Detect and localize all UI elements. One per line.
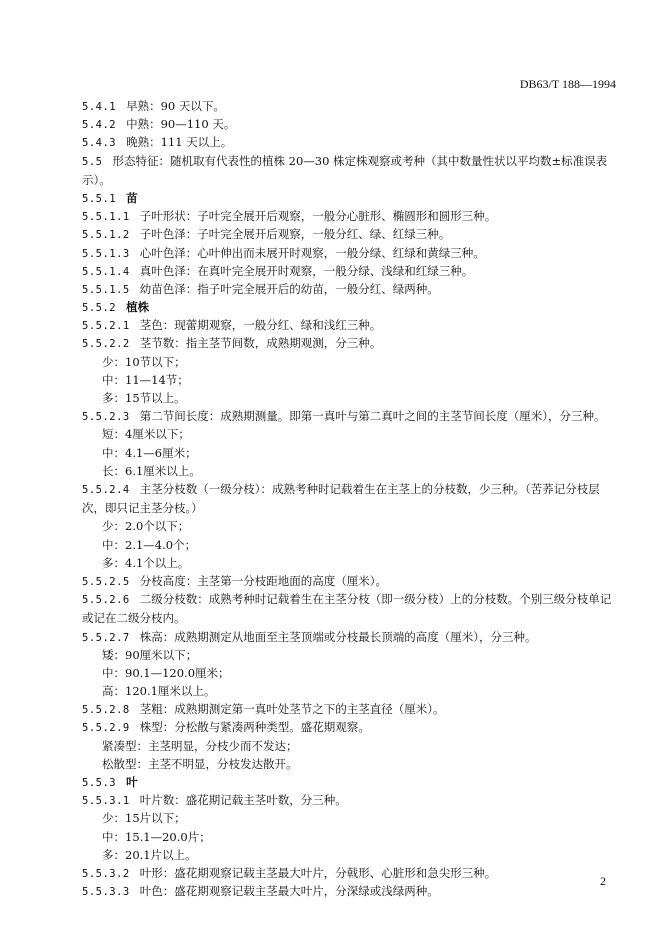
clause-text: 形态特征：随机取有代表性的植株 20—30 株定株观察或考种（其中数量性状以平均数±标准误表示）。 xyxy=(82,153,608,187)
list-item xyxy=(82,646,612,664)
clause-text: 少：10节以下； xyxy=(102,354,186,369)
clause-number: 5.5.1.3 xyxy=(82,247,130,260)
clause-text: 中：90.1—120.0厘米； xyxy=(102,665,230,680)
list-item xyxy=(82,353,612,371)
list-item xyxy=(82,809,612,827)
clause-number: 5.5.2.5 xyxy=(82,575,130,588)
list-item xyxy=(82,536,612,554)
clause-text: 叶色：盛花期观察记载主茎最大叶片，分深绿或浅绿两种。 xyxy=(139,884,439,899)
clause-text: 子叶色泽：子叶完全展开后观察，一般分红、绿、红绿三种。 xyxy=(139,227,451,242)
clause-text: 晚熟：111 天以上。 xyxy=(126,135,233,150)
clause-text: 中熟：90—110 天。 xyxy=(126,117,236,132)
clause-text: 长：6.1厘米以上。 xyxy=(102,463,201,478)
list-item xyxy=(82,371,612,389)
clause-number: 5.5.2.8 xyxy=(82,704,130,717)
clause-text: 叶形：盛花期观察记载主茎最大叶片，分戟形、心脏形和急尖形三种。 xyxy=(139,865,497,880)
clause-number: 5.5.2.1 xyxy=(82,320,130,333)
clause-text: 茎粗：成熟期测定第一真叶处茎节之下的主茎直径（厘米）。 xyxy=(139,702,445,717)
clause-text: 二级分枝数：成熟考种时记载着生在主茎分枝（即一级分枝）上的分枝数。个别三级分枝单记或记在二级分枝内。 xyxy=(82,592,612,626)
clause-line xyxy=(82,791,612,809)
clause-number: 5.5.2.7 xyxy=(82,631,130,644)
clause-text: 第二节间长度：成熟期测量。即第一真叶与第二真叶之间的主茎节间长度（厘米），分三种。 xyxy=(139,409,606,424)
clause-number: 5.5.3 xyxy=(82,777,117,790)
clause-line xyxy=(82,97,612,115)
clause-text: 多：20.1片以上。 xyxy=(102,847,197,862)
clause-number: 5.5.2.6 xyxy=(82,594,130,607)
clause-text: 中：2.1—4.0个； xyxy=(102,537,197,552)
clause-number: 5.5.2 xyxy=(82,302,117,315)
list-item xyxy=(82,517,612,535)
list-item xyxy=(82,554,612,572)
clause-text: 紧凑型：主茎明显，分枝少而不发达； xyxy=(102,738,298,753)
clause-line xyxy=(82,316,612,334)
clause-line xyxy=(82,262,612,280)
clause-number: 5.5 xyxy=(82,155,103,168)
clause-number: 5.5.2.9 xyxy=(82,722,130,735)
clause-line xyxy=(82,572,612,590)
section-heading: 植株 xyxy=(126,300,150,315)
clause-number: 5.5.3.1 xyxy=(82,795,130,808)
section-heading: 叶 xyxy=(126,775,138,790)
list-item xyxy=(82,682,612,700)
clause-number: 5.5.3.2 xyxy=(82,867,130,880)
clause-text: 分枝高度：主茎第一分枝距地面的高度（厘米）。 xyxy=(139,573,388,588)
clause-number: 5.4.1 xyxy=(82,101,117,113)
clause-text: 子叶形状：子叶完全展开后观察，一般分心脏形、椭圆形和圆形三种。 xyxy=(139,209,497,224)
clause-text: 早熟：90 天以下。 xyxy=(126,99,225,113)
clause-line xyxy=(82,115,612,133)
clause-text: 幼苗色泽：指子叶完全展开后的幼苗，一般分红、绿两种。 xyxy=(139,281,439,296)
clause-text: 茎节数：指主茎节间数，成熟期观测，分三种。 xyxy=(139,336,382,351)
clause-line xyxy=(82,298,612,316)
clause-line xyxy=(82,152,612,189)
clause-number: 5.4.2 xyxy=(82,119,117,132)
clause-text: 少：2.0个以下； xyxy=(102,519,190,534)
clause-line xyxy=(82,225,612,243)
clause-number: 5.5.2.3 xyxy=(82,411,130,424)
clause-line xyxy=(82,280,612,298)
clause-text: 多：4.1个以上。 xyxy=(102,555,190,570)
clause-line xyxy=(82,407,612,425)
clause-text: 多：15节以上。 xyxy=(102,391,186,406)
document-body xyxy=(82,97,612,900)
clause-number: 5.5.1.5 xyxy=(82,283,130,296)
clause-number: 5.5.1.4 xyxy=(82,265,130,278)
list-item xyxy=(82,755,612,773)
clause-text: 短：4厘米以下； xyxy=(102,427,190,442)
clause-text: 矮：90厘米以下； xyxy=(102,647,198,662)
clause-number: 5.5.2.4 xyxy=(82,483,130,496)
clause-line xyxy=(82,700,612,718)
clause-line xyxy=(82,882,612,900)
list-item xyxy=(82,425,612,443)
clause-line xyxy=(82,590,612,627)
clause-line xyxy=(82,207,612,225)
clause-line xyxy=(82,773,612,791)
list-item xyxy=(82,737,612,755)
section-heading: 苗 xyxy=(126,190,138,205)
document-header: DB63/T 188—1994 xyxy=(519,77,616,91)
clause-line xyxy=(82,334,612,352)
clause-number: 5.5.1.2 xyxy=(82,229,130,242)
clause-text: 茎色：现蕾期观察，一般分红、绿和浅红三种。 xyxy=(139,318,382,333)
clause-text: 主茎分枝数（一级分枝）：成熟考种时记载着生在主茎上的分枝数，少三种。（苦荞记分枝层次，即只记主茎分枝。） xyxy=(82,481,600,516)
list-item xyxy=(82,462,612,480)
list-item xyxy=(82,389,612,407)
page-number: 2 xyxy=(600,874,606,888)
clause-text: 中：11—14节； xyxy=(102,372,189,387)
clause-text: 中：4.1—6厘米； xyxy=(102,445,197,460)
list-item xyxy=(82,664,612,682)
clause-text: 中：15.1—20.0片； xyxy=(102,829,211,844)
clause-text: 株高：成熟期测定从地面至主茎顶端或分枝最长顶端的高度（厘米），分三种。 xyxy=(139,629,537,644)
list-item xyxy=(82,444,612,462)
clause-number: 5.5.1 xyxy=(82,192,117,205)
clause-text: 叶片数：盛花期记载主茎叶数，分三种。 xyxy=(139,793,347,808)
clause-text: 心叶色泽：心叶伸出而未展开时观察，一般分绿、红绿和黄绿三种。 xyxy=(139,245,485,260)
clause-line xyxy=(82,244,612,262)
clause-text: 高：120.1厘米以上。 xyxy=(102,684,216,699)
list-item xyxy=(82,828,612,846)
clause-line xyxy=(82,480,612,517)
clause-line xyxy=(82,133,612,151)
clause-line xyxy=(82,628,612,646)
clause-text: 少：15片以下； xyxy=(102,811,186,826)
clause-line xyxy=(82,718,612,736)
clause-text: 松散型：主茎不明显，分枝发达散开。 xyxy=(102,756,298,771)
clause-line xyxy=(82,864,612,882)
list-item xyxy=(82,846,612,864)
clause-line xyxy=(82,189,612,207)
clause-text: 真叶色泽：在真叶完全展开时观察，一般分绿、浅绿和红绿三种。 xyxy=(139,263,474,278)
clause-number: 5.4.3 xyxy=(82,137,117,150)
clause-number: 5.5.3.3 xyxy=(82,886,130,899)
clause-text: 株型：分松散与紧凑两种类型。盛花期观察。 xyxy=(139,720,370,735)
clause-number: 5.5.2.2 xyxy=(82,338,130,351)
clause-number: 5.5.1.1 xyxy=(82,211,130,224)
